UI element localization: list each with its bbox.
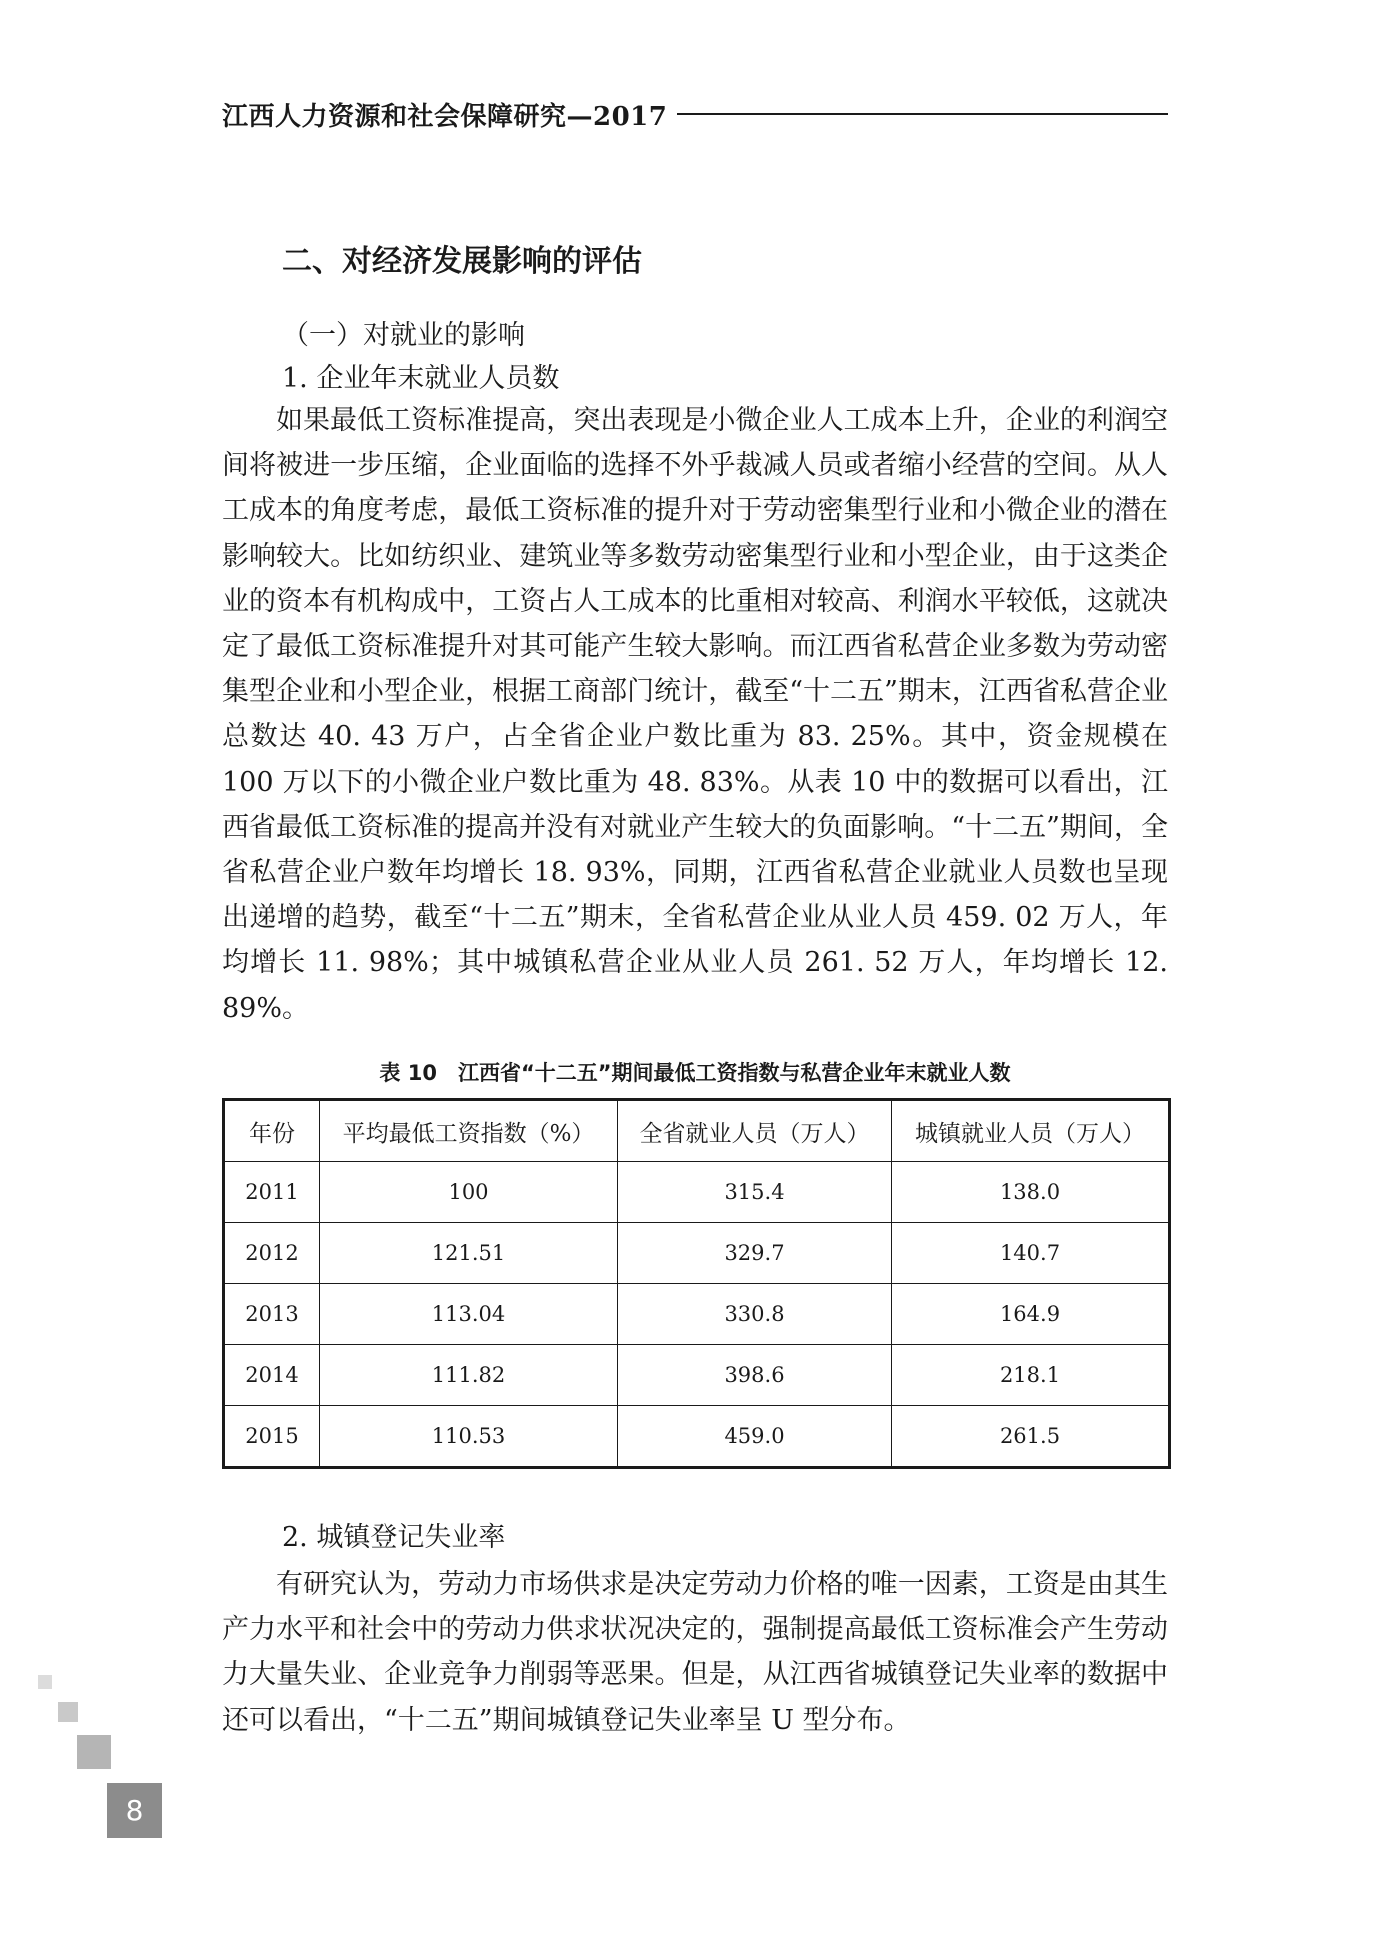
subsection-heading: （一）对就业的影响 (282, 320, 525, 351)
header-title: 江西人力资源和社会保障研究—2017 (222, 101, 668, 132)
table-row (224, 1162, 1170, 1223)
table-cell: 459.0 (618, 1406, 892, 1468)
table-row (224, 1223, 1170, 1284)
table-cell: 315.4 (618, 1162, 892, 1223)
table-cell: 140.7 (892, 1223, 1170, 1284)
table-header-cell: 年份 (224, 1100, 320, 1162)
section-heading: 二、对经济发展影响的评估 (282, 244, 642, 279)
table-header-row (224, 1100, 1170, 1162)
table-cell: 111.82 (320, 1345, 618, 1406)
paragraph-2: 有研究认为，劳动力市场供求是决定劳动力价格的唯一因素，工资是由其生产力水平和社会中的劳动力供求状况决定的，强制提高最低工资标准会产生劳动力大量失业、企业竞争力削弱等恶果。但是，从江西省城镇登记失业率的数据中还可以看出，“十二五”期间城镇登记失业率呈 U 型分布。 (222, 1569, 1168, 1736)
table-row (224, 1345, 1170, 1406)
table-cell: 2013 (224, 1284, 320, 1345)
running-header (222, 96, 1168, 132)
table-cell: 261.5 (892, 1406, 1170, 1468)
table-cell: 2012 (224, 1223, 320, 1284)
table-cell: 100 (320, 1162, 618, 1223)
table-row (224, 1406, 1170, 1468)
paragraph-1: 如果最低工资标准提高，突出表现是小微企业人工成本上升，企业的利润空间将被进一步压缩，企业面临的选择不外乎裁减人员或者缩小经营的空间。从人工成本的角度考虑，最低工资标准的提升对于劳动密集型行业和小微企业的潜在影响较大。比如纺织业、建筑业等多数劳动密集型行业和小型企业，由于这类企业的资本有机构成中，工资占人工成本的比重相对较高、利润水平较低，这就决定了最低工资标准提升对其可能产生较大影响。而江西省私营企业多数为劳动密集型企业和小型企业，根据工商部门统计，截至“十二五”期末，江西省私营企业总数达 40. 43 万户，占全省企业户数比重为 83. 25%。其中，资金规模在 100 万以下的小微企业户数比重为 48. 83%。从表 10 中的数据可以看出，江西省最低工资标准的提高并没有对就业产生较大的负面影响。“十二五”期间，全省私营企业户数年均增长 18. 93%，同期，江西省私营企业就业人员数也呈现出递增的趋势，截至“十二五”期末，全省私营企业从业人员 459. 02 万人，年均增长 11. 98%；其中城镇私营企业从业人员 261. 52 万人，年均增长 12. 89%。 (222, 405, 1168, 1024)
decor-square (58, 1702, 78, 1722)
decor-square (77, 1735, 111, 1769)
data-table (222, 1098, 1171, 1469)
table-row (224, 1284, 1170, 1345)
table-header-cell: 全省就业人员（万人） (618, 1100, 892, 1162)
table-cell: 2015 (224, 1406, 320, 1468)
table-cell: 218.1 (892, 1345, 1170, 1406)
table-header-cell: 城镇就业人员（万人） (892, 1100, 1170, 1162)
table-caption: 表 10 江西省“十二五”期间最低工资指数与私营企业年末就业人数 (379, 1061, 1011, 1085)
table-cell: 398.6 (618, 1345, 892, 1406)
header-rule (677, 113, 1168, 115)
table-header-cell: 平均最低工资指数（%） (320, 1100, 618, 1162)
table-cell: 2014 (224, 1345, 320, 1406)
table-cell: 138.0 (892, 1162, 1170, 1223)
table-cell: 164.9 (892, 1284, 1170, 1345)
table-cell: 2011 (224, 1162, 320, 1223)
table-cell: 329.7 (618, 1223, 892, 1284)
item1-heading: 1. 企业年末就业人员数 (282, 363, 560, 394)
item2-heading: 2. 城镇登记失业率 (282, 1522, 506, 1553)
table-cell: 121.51 (320, 1223, 618, 1284)
decor-square (38, 1675, 52, 1689)
table-cell: 330.8 (618, 1284, 892, 1345)
page-number: 8 (107, 1783, 162, 1838)
table-cell: 110.53 (320, 1406, 618, 1468)
table-cell: 113.04 (320, 1284, 618, 1345)
